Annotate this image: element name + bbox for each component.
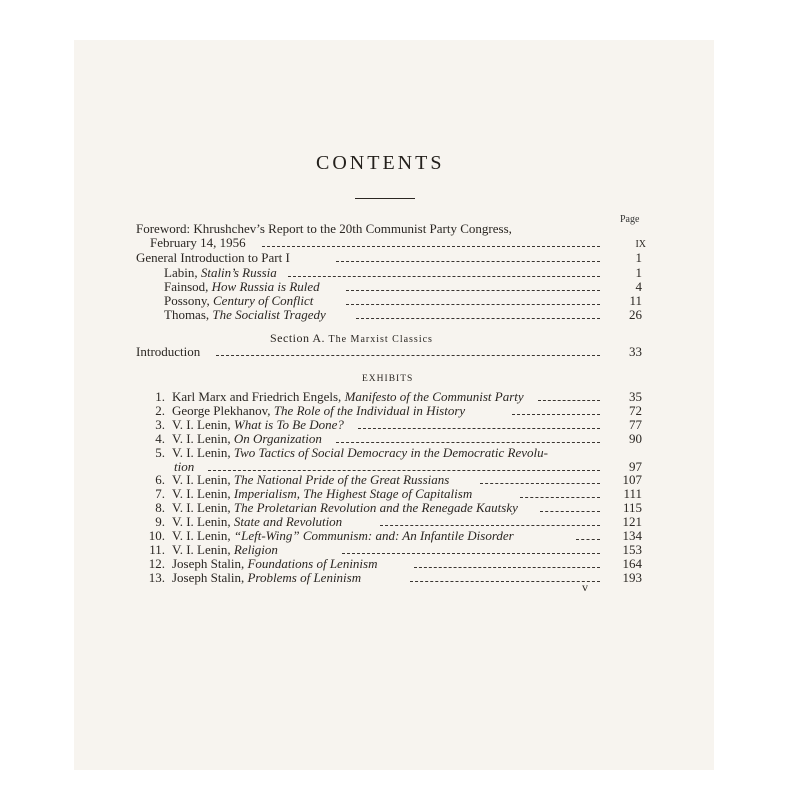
exhibit-page-number: 35: [629, 389, 642, 404]
exhibit-number: 7.: [155, 486, 165, 502]
exhibit-number: 1.: [155, 389, 165, 404]
leader-line: [480, 483, 600, 484]
exhibit-number: 2.: [155, 402, 165, 418]
title-rule: [355, 198, 415, 199]
toc-foreword-line1: Foreword: Khrushchev’s Report to the 20th Communist Party Congress,: [136, 221, 512, 236]
leader-line: [346, 290, 600, 291]
toc-general-intro: General Introduction to Part I: [136, 250, 290, 265]
toc-page-number: 4: [635, 279, 642, 294]
toc-foreword-line2: February 14, 1956: [150, 235, 246, 250]
exhibit-entry: V. I. Lenin, “Left-Wing” Communism: and: An Infantile Disorder: [172, 528, 514, 543]
exhibit-page-number: 72: [629, 402, 642, 418]
leader-line: [414, 567, 600, 568]
exhibit-entry: V. I. Lenin, State and Revolution: [172, 514, 343, 530]
toc-page-number: 26: [629, 307, 642, 322]
leader-line: [358, 428, 600, 429]
exhibit-entry: V. I. Lenin, Religion: [172, 541, 278, 557]
exhibit-page-number: 134: [622, 528, 642, 543]
leader-line: [342, 553, 600, 554]
leader-line: [356, 318, 600, 319]
toc-page-number: 33: [629, 344, 642, 359]
toc-entry: Possony, Century of Conflict: [164, 293, 314, 308]
toc-entry: Thomas, The Socialist Tragedy: [164, 307, 326, 322]
exhibit-number: 5.: [155, 444, 165, 460]
page-folio: v: [582, 580, 588, 594]
toc-entry: Labin, Stalin’s Russia: [164, 265, 277, 280]
exhibit-page-number: 90: [629, 430, 642, 446]
leader-line: [208, 470, 600, 471]
exhibit-entry: Joseph Stalin, Problems of Leninism: [172, 569, 362, 585]
exhibit-page-number: 164: [622, 555, 642, 571]
exhibit-entry: V. I. Lenin, On Organization: [172, 430, 322, 446]
exhibit-page-number: 193: [622, 569, 642, 585]
exhibit-number: 8.: [155, 500, 165, 516]
leader-line: [262, 246, 600, 247]
exhibit-number: 10.: [148, 528, 165, 543]
exhibit-entry: V. I. Lenin, What is To Be Done?: [172, 416, 344, 432]
leader-line: [576, 539, 600, 540]
toc-page-number: 1: [635, 250, 642, 265]
exhibit-number: 9.: [155, 514, 165, 530]
leader-line: [336, 442, 600, 443]
leader-line: [540, 511, 600, 512]
page-column-label: Page: [620, 214, 640, 225]
exhibit-number: 11.: [149, 541, 165, 557]
exhibit-number: 12.: [148, 555, 165, 571]
exhibit-entry: V. I. Lenin, The National Pride of the Great Russians: [172, 472, 450, 488]
leader-line: [288, 276, 600, 277]
page-title: CONTENTS: [316, 152, 445, 174]
exhibit-number: 4.: [155, 430, 165, 446]
exhibit-number: 13.: [148, 569, 165, 585]
exhibit-page-number: 77: [629, 416, 642, 432]
toc-page-number: 1: [635, 265, 642, 280]
exhibit-entry: George Plekhanov, The Role of the Individual in History: [172, 402, 466, 418]
leader-line: [512, 414, 600, 415]
exhibit-page-number: 115: [622, 500, 642, 516]
exhibit-page-number: 107: [622, 472, 642, 488]
exhibit-page-number: 111: [623, 486, 642, 502]
exhibit-entry: V. I. Lenin, Imperialism, The Highest Stage of Capitalism: [172, 486, 473, 502]
exhibits-heading: EXHIBITS: [362, 374, 414, 384]
exhibit-page-number: 121: [622, 514, 642, 530]
exhibit-entry: Karl Marx and Friedrich Engels, Manifesto of the Communist Party: [172, 389, 524, 404]
toc-page-number: IX: [635, 239, 646, 250]
leader-line: [520, 497, 600, 498]
toc-entry: Fainsod, How Russia is Ruled: [164, 279, 320, 294]
leader-line: [380, 525, 600, 526]
toc-section-intro: Introduction: [136, 344, 201, 359]
leader-line: [538, 400, 600, 401]
toc-page-number: 11: [629, 293, 642, 308]
exhibit-entry: V. I. Lenin, Two Tactics of Social Democracy in the Democratic Revolu-: [172, 444, 548, 460]
exhibit-page-number: 97: [629, 458, 642, 474]
exhibit-entry: V. I. Lenin, The Proletarian Revolution and the Renegade Kautsky: [172, 500, 518, 516]
leader-line: [410, 581, 600, 582]
exhibit-page-number: 153: [622, 541, 642, 557]
exhibit-entry: tion: [174, 458, 195, 474]
exhibit-number: 3.: [155, 416, 165, 432]
exhibit-number: 6.: [155, 472, 165, 488]
exhibit-entry: Joseph Stalin, Foundations of Leninism: [172, 555, 378, 571]
section-heading: Section A. The Marxist Classics: [270, 331, 433, 345]
leader-line: [336, 261, 600, 262]
leader-line: [216, 355, 600, 356]
leader-line: [346, 304, 600, 305]
